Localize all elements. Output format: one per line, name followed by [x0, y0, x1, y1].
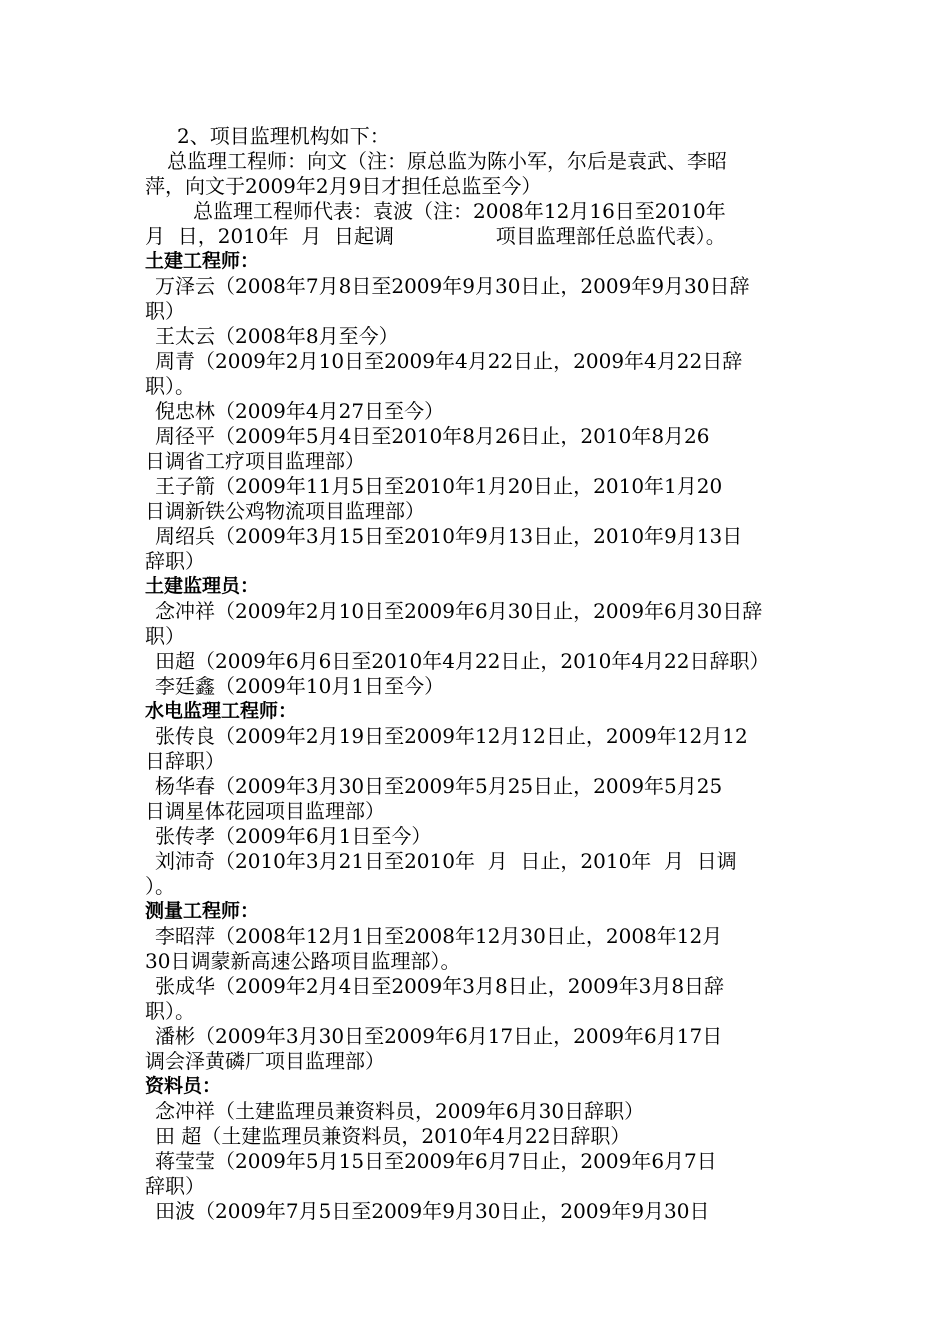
staff-entry-line-cont: 调会泽黄磷厂项目监理部） — [145, 1049, 385, 1073]
staff-entry — [145, 599, 807, 649]
staff-entry — [145, 324, 807, 349]
staff-entry-line: 潘彬（2009年3月30日至2009年6月17日止，2009年6月17日 — [155, 1024, 723, 1048]
staff-entry-line: 田波（2009年7月5日至2009年9月30日止，2009年9月30日 — [155, 1199, 710, 1223]
staff-entry-line: 刘沛奇（2010年3月21日至2010年 月 日止，2010年 月 日调 — [155, 849, 737, 873]
staff-entry-line: 李廷鑫（2009年10月1日至今） — [155, 674, 445, 698]
staff-entry — [145, 1024, 807, 1074]
staff-entry — [145, 399, 807, 424]
staff-entry-line: 蒋莹莹（2009年5月15日至2009年6月7日止，2009年6月7日 — [155, 1149, 717, 1173]
staff-entry — [145, 1149, 807, 1199]
staff-entry-line-cont: 日调省工疗项目监理部） — [145, 449, 365, 473]
staff-entry-line: 田 超（土建监理员兼资料员，2010年4月22日辞职） — [155, 1124, 631, 1148]
staff-entry-line: 张传孝（2009年6月1日至今） — [155, 824, 432, 848]
staff-entry — [145, 474, 807, 524]
staff-entry-line-cont: 职）。 — [145, 374, 195, 398]
staff-entry — [145, 774, 807, 824]
section-heading: 水电监理工程师： — [145, 700, 298, 722]
staff-entry — [145, 524, 807, 574]
staff-entry-line-cont: 日调星体花园项目监理部） — [145, 799, 385, 823]
staff-entry-line: 周绍兵（2009年3月15日至2010年9月13日止，2010年9月13日 — [155, 524, 743, 548]
staff-entry — [145, 824, 807, 849]
staff-entry-line-cont: 日调新铁公鸡物流项目监理部） — [145, 499, 425, 523]
staff-entry — [145, 274, 807, 324]
staff-entry-line: 王太云（2008年8月至今） — [155, 324, 399, 348]
intro-line: 2、项目监理机构如下： — [177, 124, 390, 148]
staff-entry — [145, 674, 807, 699]
deputy-line: 总监理工程师代表：袁波（注：2008年12月16日至2010年 — [193, 199, 726, 223]
staff-entry-line-cont: 辞职） — [145, 549, 205, 573]
staff-entry-line: 李昭萍（2008年12月1日至2008年12月30日止，2008年12月 — [155, 924, 723, 948]
staff-entry — [145, 924, 807, 974]
staff-sections — [145, 249, 807, 1224]
staff-entry-line: 王子箭（2009年11月5日至2010年1月20日止，2010年1月20 — [155, 474, 723, 498]
staff-entry — [145, 424, 807, 474]
staff-entry-line-cont: 职） — [145, 624, 185, 648]
staff-entry-line-cont: 日辞职） — [145, 749, 225, 773]
section-heading: 土建监理员： — [145, 575, 260, 597]
staff-entry-line: 倪忠林（2009年4月27日至今） — [155, 399, 445, 423]
staff-entry-line-cont: 职）。 — [145, 999, 195, 1023]
section-heading: 资料员： — [145, 1075, 222, 1097]
staff-entry — [145, 974, 807, 1024]
staff-entry-line-cont: 辞职） — [145, 1174, 205, 1198]
staff-entry — [145, 349, 807, 399]
document-body — [145, 124, 807, 1224]
chief-engineer-line-cont: 萍，向文于2009年2月9日才担任总监至今） — [145, 174, 542, 198]
staff-entry-line: 念冲祥（2009年2月10日至2009年6月30日止，2009年6月30日辞 — [155, 599, 763, 623]
staff-entry-line-cont: ）。 — [145, 874, 175, 898]
staff-entry — [145, 649, 807, 674]
section-heading: 测量工程师： — [145, 900, 260, 922]
staff-entry-line: 念冲祥（土建监理员兼资料员，2009年6月30日辞职） — [155, 1099, 645, 1123]
staff-entry — [145, 1199, 807, 1224]
staff-entry-line-cont: 职） — [145, 299, 185, 323]
staff-entry — [145, 849, 807, 899]
staff-entry — [145, 724, 807, 774]
staff-entry-line: 周径平（2009年5月4日至2010年8月26日止，2010年8月26 — [155, 424, 710, 448]
staff-entry — [145, 1124, 807, 1149]
staff-entry-line: 张成华（2009年2月4日至2009年3月8日止，2009年3月8日辞 — [155, 974, 725, 998]
staff-entry — [145, 1099, 807, 1124]
chief-engineer-line: 总监理工程师：向文（注：原总监为陈小军，尔后是袁武、李昭 — [167, 149, 727, 173]
staff-entry-line-cont: 30日调蒙新高速公路项目监理部）。 — [145, 949, 461, 973]
staff-entry-line: 张传良（2009年2月19日至2009年12月12日止，2009年12月12 — [155, 724, 748, 748]
staff-entry-line: 杨华春（2009年3月30日至2009年5月25日止，2009年5月25 — [155, 774, 723, 798]
staff-entry-line: 万泽云（2008年7月8日至2009年9月30日止，2009年9月30日辞 — [155, 274, 750, 298]
deputy-line-cont: 月 日，2010年 月 日起调 项目监理部任总监代表）。 — [145, 224, 726, 248]
staff-entry-line: 周青（2009年2月10日至2009年4月22日止，2009年4月22日辞 — [155, 349, 743, 373]
section-heading: 土建工程师： — [145, 250, 260, 272]
staff-entry-line: 田超（2009年6月6日至2010年4月22日止，2010年4月22日辞职） — [155, 649, 770, 673]
